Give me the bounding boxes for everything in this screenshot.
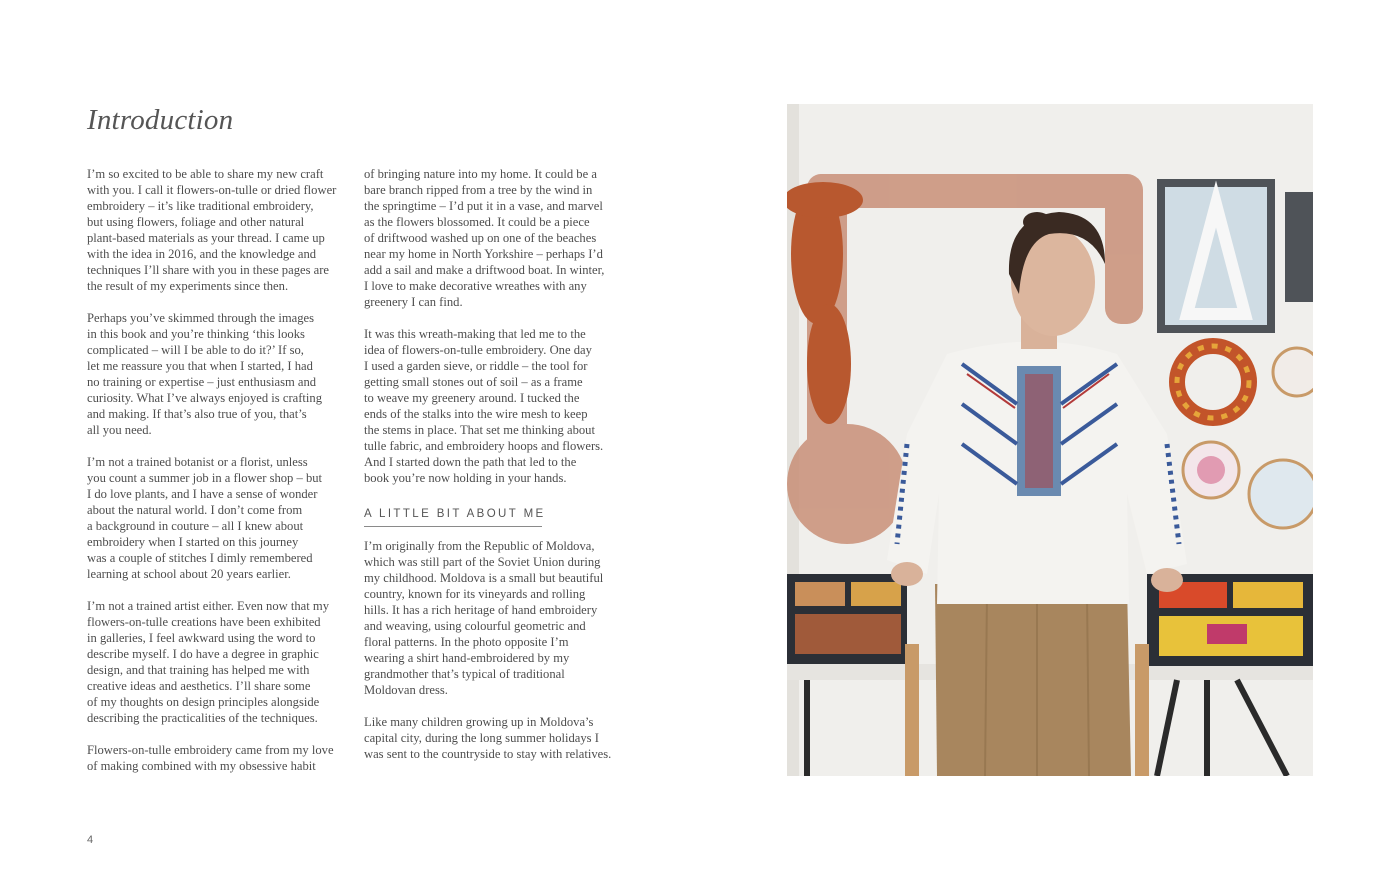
text-line: of driftwood washed up on one of the beaches (364, 231, 597, 245)
text-line: was a couple of stitches I dimly remembered (87, 551, 313, 565)
page-title: Introduction (87, 104, 234, 136)
text-line: and making. If that’s also true of you, that’s (87, 407, 307, 421)
paragraph-gap (87, 294, 345, 310)
text-line: book you’re now holding in your hands. (364, 471, 567, 485)
text-column-right-bottom (364, 538, 620, 762)
text-line: in this book and you’re thinking ‘this looks (87, 327, 305, 341)
text-line: about the natural world. I don’t come from (87, 503, 303, 517)
text-line: complicated – will I be able to do it?’ If so, (87, 343, 304, 357)
paragraph-gap (87, 582, 345, 598)
text-column-right-top (364, 166, 620, 486)
text-line: let me reassure you that when I started, I had (87, 359, 313, 373)
text-line: creative ideas and aesthetics. I’ll share some (87, 679, 311, 693)
text-line: you count a summer job in a flower shop – but (87, 471, 323, 485)
text-line: grandmother that’s typical of traditional (364, 667, 565, 681)
text-line: of bringing nature into my home. It could be a (364, 167, 597, 181)
text-line: wearing a shirt hand-embroidered by my (364, 651, 570, 665)
text-line: getting small stones out of soil – as a frame (364, 375, 583, 389)
flower-trays-left (787, 574, 907, 664)
text-line: bare branch ripped from a tree by the wind in (364, 183, 593, 197)
text-line: I used a garden sieve, or riddle – the tool for (364, 359, 588, 373)
text-line: flowers-on-tulle creations have been exhibited (87, 615, 321, 629)
text-line: a background in couture – all I knew about (87, 519, 304, 533)
paragraph-gap (87, 726, 345, 742)
portrait-photo-icon (787, 104, 1313, 776)
text-line: design, and that training has helped me with (87, 663, 310, 677)
text-line: plant-based materials as your thread. I came up (87, 231, 325, 245)
text-line: the stems in place. That set me thinking about (364, 423, 595, 437)
text-line: It was this wreath-making that led me to the (364, 327, 586, 341)
text-line: idea of flowers-on-tulle embroidery. One day (364, 343, 592, 357)
portrait-photo (787, 104, 1313, 776)
text-line: but using flowers, foliage and other natural (87, 215, 305, 229)
text-line: of my thoughts on design principles alongside (87, 695, 320, 709)
text-line: in galleries, I feel awkward using the word to (87, 631, 316, 645)
text-line: and weaving, using colourful geometric and (364, 619, 586, 633)
text-line: ends of the stalks into the wire mesh to keep (364, 407, 588, 421)
text-line: the result of my experiments since then. (87, 279, 289, 293)
paragraph-gap (364, 486, 620, 502)
text-line: capital city, during the long summer holidays I (364, 731, 599, 745)
text-line: country, known for its vineyards and rolling (364, 587, 586, 601)
text-line: tulle fabric, and embroidery hoops and flowers. (364, 439, 604, 453)
text-line: learning at school about 20 years earlier. (87, 567, 291, 581)
text-line: describe myself. I do have a degree in graphic (87, 647, 319, 661)
text-line: the springtime – I’d put it in a vase, and marvel (364, 199, 603, 213)
text-line: I love to make decorative wreathes with any (364, 279, 587, 293)
text-column-left (87, 166, 345, 774)
page-number: 4 (87, 834, 94, 846)
text-line: describing the practicalities of the techniques. (87, 711, 318, 725)
text-line: of making combined with my obsessive habit (87, 759, 316, 773)
text-line: greenery I can find. (364, 295, 463, 309)
text-line: techniques I’ll share with you in these pages are (87, 263, 329, 277)
text-line: to weave my greenery around. I tucked the (364, 391, 580, 405)
text-line: near my home in North Yorkshire – perhaps I’d (364, 247, 603, 261)
text-line: curiosity. What I’ve always enjoyed is crafting (87, 391, 323, 405)
paragraph-gap (364, 698, 620, 714)
text-line: as the flowers blossomed. It could be a piece (364, 215, 590, 229)
text-line: embroidery – it’s like traditional embroidery, (87, 199, 314, 213)
text-line: I’m not a trained botanist or a florist, unless (87, 455, 308, 469)
paragraph-gap (364, 310, 620, 326)
text-line: Like many children growing up in Moldova’s (364, 715, 594, 729)
text-line: I do love plants, and I have a sense of wonder (87, 487, 318, 501)
section-heading: A LITTLE BIT ABOUT ME (364, 508, 546, 520)
text-line: Perhaps you’ve skimmed through the images (87, 311, 314, 325)
text-line: with the idea in 2016, and the knowledge and (87, 247, 317, 261)
text-line: I’m so excited to be able to share my new craft (87, 167, 324, 181)
text-line: Flowers-on-tulle embroidery came from my love (87, 743, 334, 757)
trousers (935, 584, 1131, 776)
text-line: was sent to the countryside to stay with relatives. (364, 747, 612, 761)
text-line: And I started down the path that led to the (364, 455, 577, 469)
text-line: embroidery when I started on this journey (87, 535, 299, 549)
text-line: my childhood. Moldova is a small but beautiful (364, 571, 604, 585)
text-line: all you need. (87, 423, 152, 437)
text-column-right (364, 166, 620, 762)
text-line: I’m originally from the Republic of Moldova, (364, 539, 595, 553)
text-line: with you. I call it flowers-on-tulle or dried flower (87, 183, 337, 197)
text-line: add a sail and make a driftwood boat. In winter, (364, 263, 605, 277)
paragraph-gap (87, 438, 345, 454)
text-line: no training or expertise – just enthusiasm and (87, 375, 317, 389)
text-line: I’m not a trained artist either. Even now that my (87, 599, 330, 613)
heading-rule (364, 526, 542, 527)
text-line: which was still part of the Soviet Union during (364, 555, 601, 569)
text-line: floral patterns. In the photo opposite I’m (364, 635, 569, 649)
text-line: Moldovan dress. (364, 683, 448, 697)
text-line: hills. It has a rich heritage of hand embroidery (364, 603, 598, 617)
